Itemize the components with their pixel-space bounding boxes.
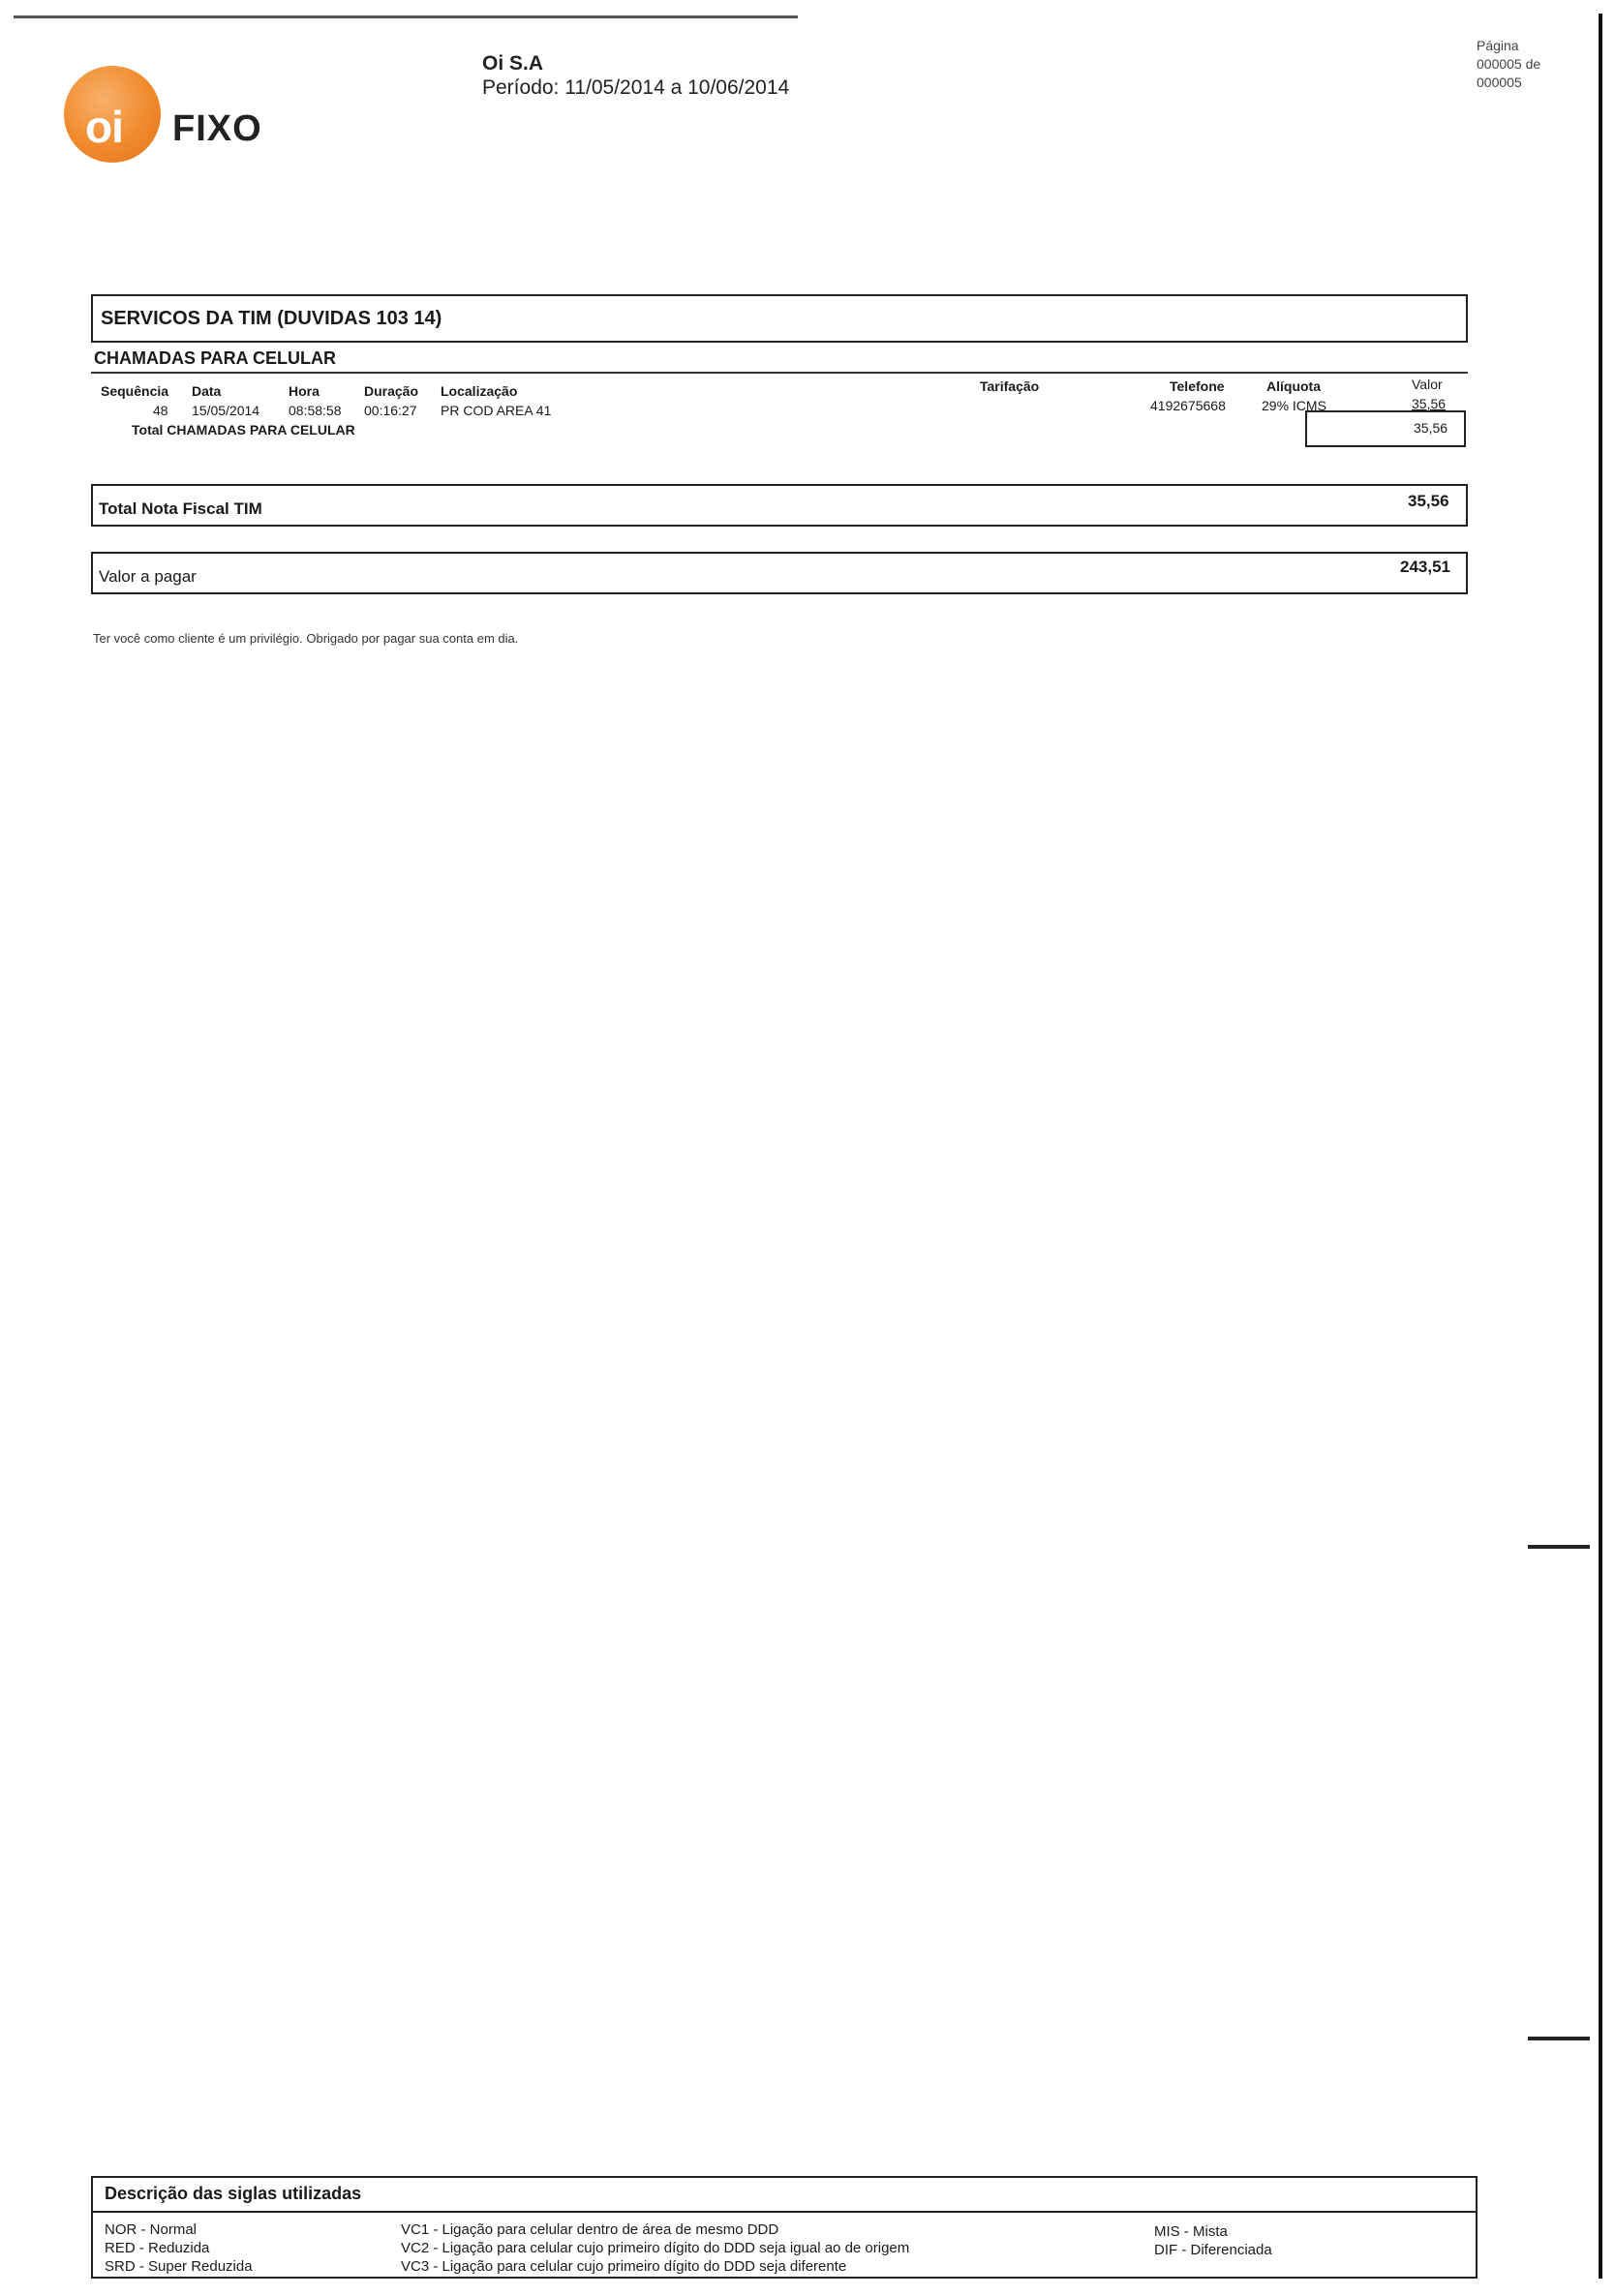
subtotal-value: 35,56 (1414, 420, 1448, 436)
scan-edge-right (1599, 14, 1602, 2279)
row-telefone: 4192675668 (1150, 398, 1226, 413)
col-aliquota: Alíquota (1266, 378, 1321, 394)
valor-pagar-label: Valor a pagar (99, 567, 197, 586)
col-valor: Valor (1412, 377, 1443, 392)
section-subtitle: CHAMADAS PARA CELULAR (94, 348, 336, 368)
total-nota-value: 35,56 (1408, 492, 1449, 510)
legend-item: MIS - Mista (1154, 2223, 1228, 2240)
scan-edge-top (14, 15, 798, 18)
section-title: SERVICOS DA TIM (DUVIDAS 103 14) (101, 308, 442, 329)
col-duracao: Duração (364, 383, 419, 399)
legend-item: VC2 - Ligação para celular cujo primeiro dígito do DDD seja igual ao de origem (401, 2240, 910, 2256)
legend-item: NOR - Normal (105, 2221, 198, 2238)
col-telefone: Telefone (1170, 378, 1225, 394)
fold-mark (1528, 2037, 1590, 2040)
valor-pagar-value: 243,51 (1400, 558, 1450, 576)
legend-item: VC1 - Ligação para celular dentro de área de mesmo DDD (401, 2221, 779, 2238)
legend-item: SRD - Super Reduzida (105, 2258, 253, 2275)
legend-col-3 (1154, 2222, 1272, 2259)
col-sequencia: Sequência (101, 383, 169, 399)
divider (91, 2211, 1478, 2213)
logo-text: oi (85, 102, 123, 152)
page-number: 000005 de (1477, 56, 1541, 72)
legend-col-1 (105, 2220, 253, 2276)
total-nota-box (91, 484, 1468, 527)
page-total: 000005 (1477, 75, 1522, 90)
col-localizacao: Localização (441, 383, 518, 399)
row-sequencia: 48 (153, 403, 168, 418)
row-valor: 35,56 (1412, 396, 1447, 411)
page-label: Página (1477, 38, 1519, 53)
thank-you-note: Ter você como cliente é um privilégio. Obrigado por pagar sua conta em dia. (93, 631, 519, 646)
product-name: FIXO (172, 108, 262, 149)
row-hora: 08:58:58 (289, 403, 342, 418)
legend-item: DIF - Diferenciada (1154, 2242, 1272, 2258)
col-hora: Hora (289, 383, 320, 399)
row-localizacao: PR COD AREA 41 (441, 403, 552, 418)
row-duracao: 00:16:27 (364, 403, 417, 418)
divider (91, 372, 1468, 374)
valor-pagar-box (91, 552, 1468, 594)
subtotal-label: Total CHAMADAS PARA CELULAR (132, 422, 355, 438)
legend-item: VC3 - Ligação para celular cujo primeiro dígito do DDD seja diferente (401, 2258, 847, 2275)
total-nota-label: Total Nota Fiscal TIM (99, 499, 262, 518)
row-data: 15/05/2014 (192, 403, 260, 418)
company-name: Oi S.A (482, 52, 544, 75)
legend-title: Descrição das siglas utilizadas (105, 2184, 362, 2203)
legend-col-2 (401, 2220, 909, 2276)
billing-period: Período: 11/05/2014 a 10/06/2014 (482, 76, 790, 99)
col-tarifacao: Tarifação (980, 378, 1040, 394)
row-aliquota: 29% ICMS (1262, 398, 1326, 413)
page-indicator (1477, 37, 1583, 92)
fold-mark (1528, 1545, 1590, 1549)
col-data: Data (192, 383, 222, 399)
legend-item: RED - Reduzida (105, 2240, 210, 2256)
